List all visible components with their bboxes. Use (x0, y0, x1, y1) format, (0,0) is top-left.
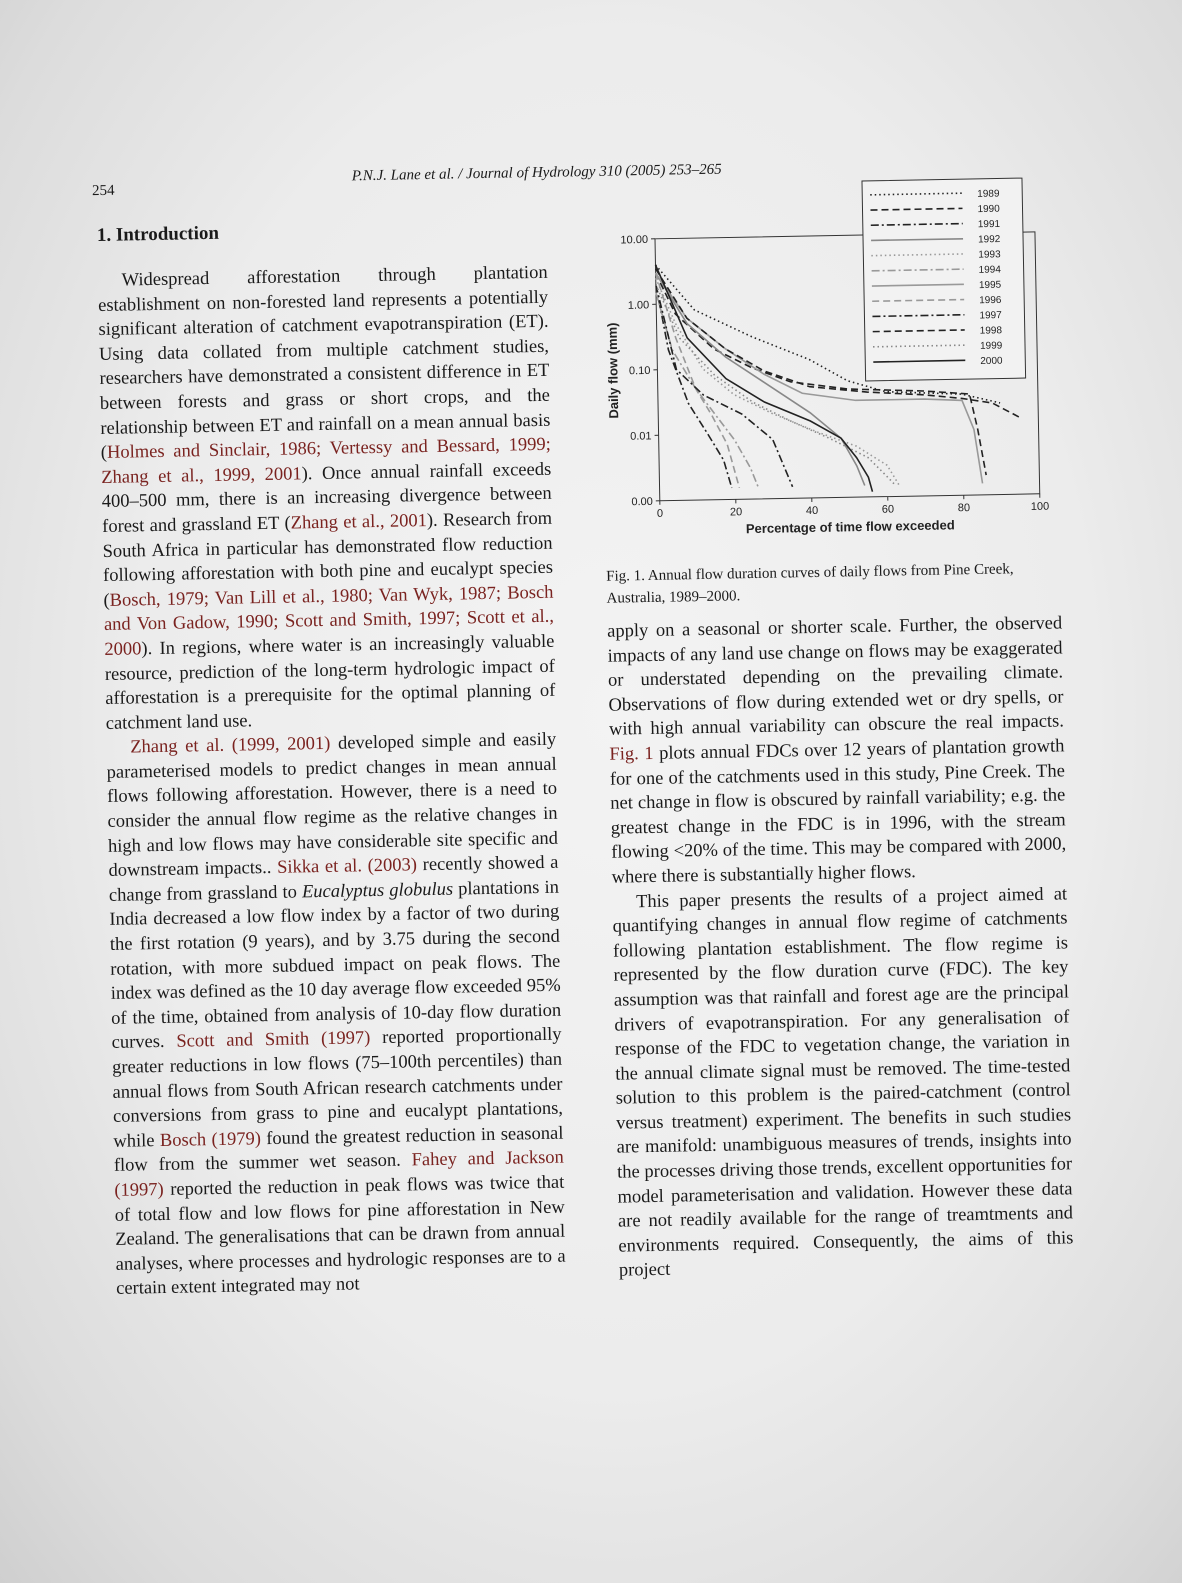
species-name: Eucalyptus globulus (301, 879, 454, 903)
citation-link[interactable]: Holmes and Sinclair, 1986; Vertessy and Bessard, 1999; Zhang et al., 1999, 2001 (101, 434, 551, 488)
right-column (607, 611, 1074, 1283)
citation-link[interactable]: Fahey and Jackson (1997) (114, 1148, 565, 1201)
citation-link[interactable]: Bosch, 1979; Van Lill et al., 1980; Van Wyk, 1987; Bosch and Von Gadow, 1990; Scott and Smith, 1997; Scott et al., 2000 (103, 582, 555, 660)
legend-label-1991: 1991 (977, 218, 1001, 231)
y-tick-label: 0.00 (631, 495, 653, 509)
series-line-2000 (655, 261, 872, 496)
legend-label-1990: 1990 (977, 203, 1000, 216)
citation-link[interactable]: Zhang et al. (1999, 2001) (130, 734, 331, 758)
paragraph-3 (607, 611, 1067, 890)
citation-link[interactable]: Bosch (1979) (159, 1128, 262, 1151)
y-tick-label: 0.10 (628, 364, 651, 378)
text-run: ). Once annual rainfall exceeds 400–500 mm, there is an increasing divergence between forest and grassland ET ( (101, 459, 552, 537)
figure-1 (594, 173, 1061, 561)
text-run: developed simple and easily parameterised models to predict changes in mean annual flows following afforestation. However, there is a need to consider the annual flow regime as the relative changes in high and low flows may have considerable site specific and downstream impacts.. (106, 729, 559, 882)
legend-label-1995: 1995 (978, 279, 1002, 292)
text-run: found the greatest reduction in seasonal flow from the summer wet season. (113, 1123, 564, 1177)
series-line-1996 (656, 272, 740, 490)
legend-label-1998: 1998 (979, 325, 1003, 337)
left-column (97, 217, 567, 1302)
running-header: P.N.J. Lane et al. / Journal of Hydrology 310 (2005) 253–265 (351, 161, 722, 185)
paragraph-1 (97, 261, 555, 736)
y-tick-label: 0.01 (630, 430, 652, 443)
text-run: recently showed a change from grassland to (108, 852, 559, 906)
legend-label-1994: 1994 (978, 264, 1001, 276)
x-tick-label: 20 (729, 506, 743, 519)
x-tick-label: 60 (881, 503, 895, 516)
flow-duration-chart (594, 173, 1061, 561)
text-run: reported proportionally greater reductions in low flows (75–100th percentiles) than annual flows from South African research catchments under conversions from grass to pine and eucalypt plantations, while (111, 1025, 564, 1152)
legend-label-1996: 1996 (979, 294, 1002, 307)
paragraph-2 (106, 728, 566, 1302)
legend-label-1993: 1993 (978, 249, 1001, 261)
figure-link[interactable]: Fig. 1 (609, 743, 654, 765)
y-tick-label: 1.00 (627, 299, 650, 312)
legend-label-1989: 1989 (977, 188, 1000, 200)
citation-link[interactable]: Zhang et al., 2001 (290, 510, 428, 534)
text-run: reported the reduction in peak flows was twice that of total flow and low flows for pine afforestation in New Zealand. The generalisations that can be drawn from annual analyses, where processes and hydrologic responses are to a certain extent integrated may not (114, 1172, 566, 1300)
text-run: ). Research from South Africa in particular has demonstrated flow reduction following afforestation with both pine and eucalypt species ( (102, 508, 554, 611)
series-line-1994 (656, 291, 758, 489)
text-run: ). In regions, where water is an increasingly valuable resource, prediction of the long-term hydrologic impact of afforestation is a prerequisite for the optimal planning of catchment land use. (104, 631, 556, 734)
citation-link[interactable]: Sikka et al. (2003) (276, 855, 418, 879)
citation-link[interactable]: Scott and Smith (1997) (176, 1028, 371, 1053)
legend-label-2000: 2000 (980, 355, 1003, 368)
chart-legend (862, 178, 1026, 381)
y-tick-label: 10.00 (620, 233, 649, 247)
x-tick-label: 0 (656, 507, 664, 520)
text-run: apply on a seasonal or shorter scale. Further, the observed impacts of any land use change on flows may be exaggerated or understated depending on the prevailing climate. Observations of flow during extended wet or dry spells, or with high annual variability can obscure the real impacts. (607, 613, 1065, 741)
y-axis-label: Daily flow (mm) (604, 322, 622, 419)
page-number: 254 (91, 182, 115, 200)
paragraph-4: This paper presents the results of a project aimed at quantifying changes in annual flow regime of catchments following plantation establishment. The flow regime is represented by the flow duration curve (FDC). The key assumption was that rainfall and forest age are the principal drivers of evapotranspiration. For any generalisation of response of the FDC to vegetation change, the variation in the annual climate signal must be removed. The time-tested solution to this problem is the paired-catchment (control versus treatment) experiment. The benefits in such studies are manifold: unambiguous measures of trends, insights into the processes driving those trends, excellent opportunities for model parameterisation and validation. However these data are not readily available for the range of treamtments and environments required. Consequently, the aims of this project (612, 883, 1074, 1282)
journal-page (83, 141, 1106, 1429)
x-tick-label: 100 (1030, 500, 1050, 513)
legend-label-1997: 1997 (979, 310, 1002, 322)
text-run: plantations in India decreased a low flow index by a factor of two during the first rotation (9 years), and by 3.75 during the second rotation, with more subdued impact on peak flows. The index was defined as the 10 day average flow exceeded 95% of the time, obtained from analysis of 10-day flow duration curves. (109, 877, 562, 1054)
x-tick-label: 40 (805, 504, 819, 518)
legend-label-1992: 1992 (977, 234, 1001, 246)
x-tick-label: 80 (957, 502, 971, 515)
section-title: 1. Introduction (96, 222, 220, 247)
text-run: plots annual FDCs over 12 years of plantation growth for one of the catchments used in this study, Pine Creek. The net change in flow is obscured by rainfall variability; e.g. the greatest change in the FDC is in 1996, with the stream flowing <20% of the time. This may be compared with 2000, where there is substantially higher flows. (609, 736, 1067, 888)
x-axis-label: Percentage of time flow exceeded (745, 517, 955, 537)
legend-label-1999: 1999 (979, 340, 1003, 352)
figure-caption: Fig. 1. Annual flow duration curves of daily flows from Pine Creek, Australia, 1989–2000. (606, 561, 1014, 607)
text-run: Widespread afforestation through plantation establishment on non-forested land represents a potentially significant alteration of catchment evapotranspiration (ET). Using data collated from multiple catchment studies, researchers have demonstrated a consistent difference in ET between forests and grass or short crops, and the relationship between ET and rainfall on a mean annual basis ( (97, 262, 551, 464)
